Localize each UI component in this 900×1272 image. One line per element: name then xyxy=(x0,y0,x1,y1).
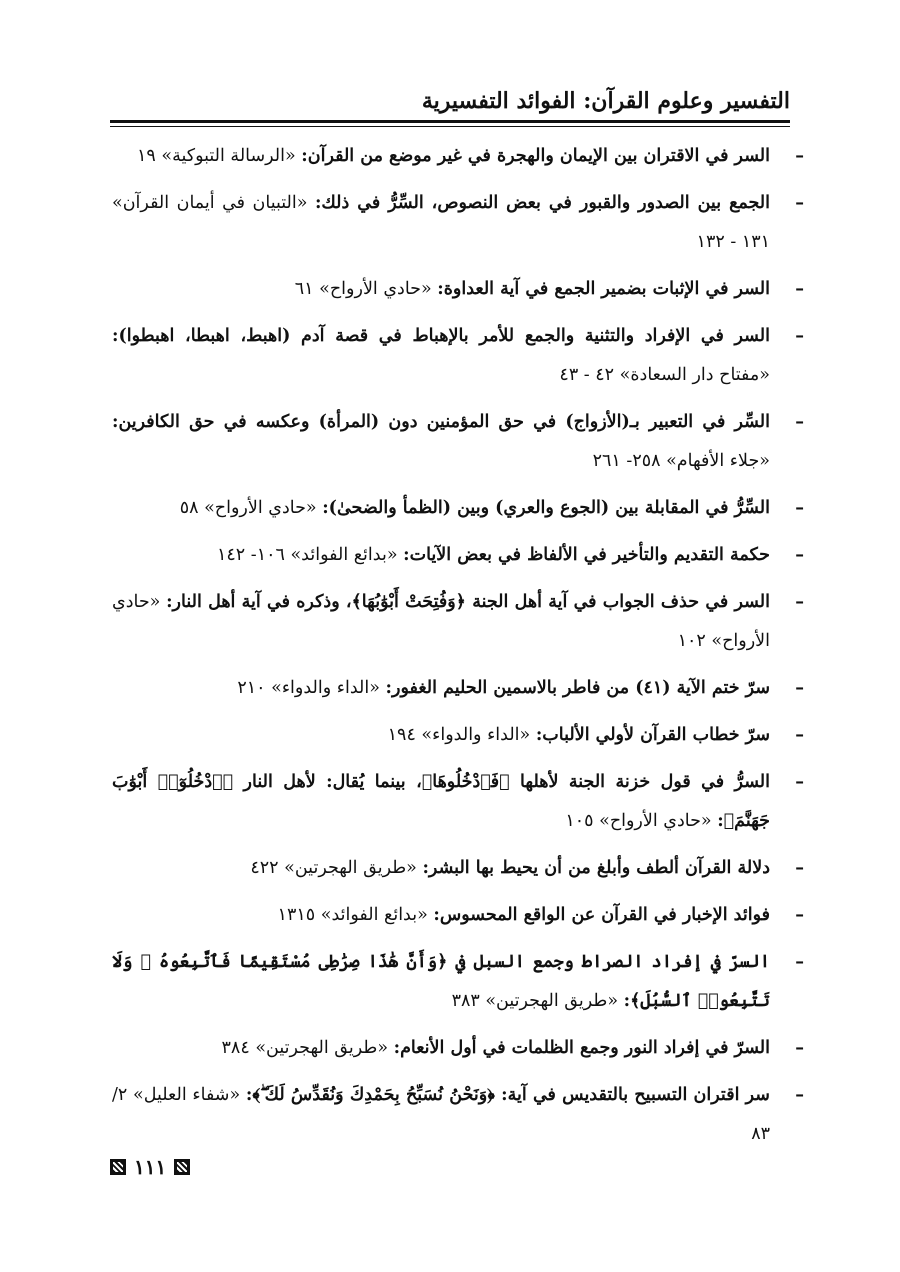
list-dash: – xyxy=(795,905,804,925)
index-item xyxy=(112,184,808,262)
index-item xyxy=(112,270,808,309)
page-reference: ٥٨ xyxy=(179,498,199,518)
page-reference: ٦١ xyxy=(294,279,314,299)
source-title: «حادي الأرواح» xyxy=(319,279,432,299)
index-item xyxy=(112,137,808,176)
source-title: «حادي الأرواح» xyxy=(112,592,770,651)
page-reference: ١٣١ - ١٣٢ xyxy=(696,232,770,252)
source-title: «جلاء الأفهام» xyxy=(666,451,770,471)
header-rule-thin xyxy=(110,126,790,127)
page-reference: ١٣١٥ xyxy=(277,905,316,925)
list-dash: – xyxy=(795,193,804,213)
source-title: «بدائع الفوائد» xyxy=(320,905,428,925)
page-reference: ٣٨٣ xyxy=(451,991,480,1011)
list-dash: – xyxy=(795,326,804,346)
page-reference: ٢٥٨- ٢٦١ xyxy=(592,451,661,471)
running-header xyxy=(110,82,790,124)
index-item xyxy=(112,716,808,755)
list-dash: – xyxy=(795,412,804,432)
source-title: «حادي الأرواح» xyxy=(599,811,712,831)
list-dash: – xyxy=(795,146,804,166)
source-title: «مفتاح دار السعادة» xyxy=(619,365,770,385)
index-item xyxy=(112,583,808,661)
source-title: «حادي الأرواح» xyxy=(204,498,317,518)
ornament-icon-right xyxy=(174,1159,190,1175)
index-item xyxy=(112,403,808,481)
index-item xyxy=(112,536,808,575)
list-dash: – xyxy=(795,498,804,518)
source-title: «شفاء العليل» xyxy=(133,1085,241,1105)
source-title: «طريق الهجرتين» xyxy=(284,858,417,878)
index-item xyxy=(112,317,808,395)
page-reference: ٣٨٤ xyxy=(221,1038,250,1058)
header-rule-thick xyxy=(110,120,790,123)
topic-text: السرّ في إفراد الصراط وجمع السبل في ﴿وَأَنَّ هَٰذَا صِرَٰطِى مُسْتَقِيمًا فَٱتَّبِعُوهُ ۖ وَلَا تَتَّبِعُوا۟ ٱلسُّبُلَ﴾: xyxy=(112,952,770,1011)
topic-text: السر في حذف الجواب في آية أهل الجنة ﴿وَفُتِحَتْ أَبْوَٰبُهَا﴾، وذكره في آية أهل النار: xyxy=(166,592,770,612)
topic-text: السِّرُّ في المقابلة بين (الجوع والعري) وبين (الظمأ والضحىٰ): xyxy=(322,498,770,518)
list-dash: – xyxy=(795,858,804,878)
page-reference: ١٠٢ xyxy=(677,631,706,651)
page-reference: ٤٢ - ٤٣ xyxy=(559,365,615,385)
header-title: التفسير وعلوم القرآن: الفوائد التفسيرية xyxy=(421,88,790,114)
topic-text: فوائد الإخبار في القرآن عن الواقع المحسوس: xyxy=(433,905,770,925)
list-dash: – xyxy=(795,545,804,565)
topic-text: السرّ في إفراد النور وجمع الظلمات في أول الأنعام: xyxy=(393,1038,770,1058)
source-title: «طريق الهجرتين» xyxy=(485,991,619,1011)
topic-text: السرُّ في قول خزنة الجنة لأهلها ﴿فَٱدْخُلُوهَا﴾، بينما يُقال: لأهل النار ﴿ٱدْخُلُوٓا۟ أَبْوَٰبَ جَهَنَّمَ﴾: xyxy=(112,772,770,831)
topic-text: الجمع بين الصدور والقبور في بعض النصوص، السِّرُّ في ذلك: xyxy=(314,193,770,213)
index-item xyxy=(112,489,808,528)
topic-text: سرّ ختم الآية (٤١) من فاطر بالاسمين الحليم الغفور: xyxy=(385,678,770,698)
topic-text: السر في الإثبات بضمير الجمع في آية العداوة: xyxy=(437,279,770,299)
source-title: «التبيان في أيمان القرآن» xyxy=(112,193,308,213)
ornament-icon-left xyxy=(110,1159,126,1175)
list-dash: – xyxy=(795,678,804,698)
page-reference: ١٠٥ xyxy=(565,811,594,831)
source-title: «الرسالة التبوكية» xyxy=(161,146,296,166)
topic-text: السر في الإفراد والتثنية والجمع للأمر بالإهباط في قصة آدم (اهبط، اهبطا، اهبطوا): xyxy=(112,326,770,346)
page-reference: ٢/ ٨٣ xyxy=(112,1085,770,1144)
page-footer xyxy=(110,1152,190,1182)
topic-text: السِّر في التعبير بـ(الأزواج) في حق المؤمنين دون (المرأة) وعكسه في حق الكافرين: xyxy=(112,412,770,432)
page-reference: ١٠٦- ١٤٢ xyxy=(217,545,285,565)
source-title: «الداء والدواء» xyxy=(271,678,380,698)
list-dash: – xyxy=(795,725,804,745)
topic-text: حكمة التقديم والتأخير في الألفاظ في بعض الآيات: xyxy=(403,545,770,565)
topic-text: السر في الاقتران بين الإيمان والهجرة في غير موضع من القرآن: xyxy=(301,146,770,166)
index-item xyxy=(112,943,808,1021)
page-reference: ٤٢٢ xyxy=(250,858,279,878)
source-title: «طريق الهجرتين» xyxy=(255,1038,389,1058)
topic-text: دلالة القرآن ألطف وأبلغ من أن يحيط بها البشر: xyxy=(422,858,770,878)
page-number: ١١١ xyxy=(134,1155,167,1179)
list-dash: – xyxy=(795,772,804,792)
index-item xyxy=(112,896,808,935)
index-item xyxy=(112,669,808,708)
index-item xyxy=(112,1029,808,1068)
list-dash: – xyxy=(795,1085,804,1105)
page-reference: ٢١٠ xyxy=(237,678,266,698)
list-dash: – xyxy=(795,279,804,299)
list-dash: – xyxy=(795,592,804,612)
source-title: «بدائع الفوائد» xyxy=(290,545,398,565)
list-dash: – xyxy=(795,1038,804,1058)
list-dash: – xyxy=(795,952,804,972)
index-list xyxy=(112,137,808,1162)
page-reference: ١٩٤ xyxy=(387,725,416,745)
index-item xyxy=(112,1076,808,1154)
index-item xyxy=(112,849,808,888)
page-reference: ١٩ xyxy=(136,146,156,166)
index-item xyxy=(112,763,808,841)
topic-text: سرّ خطاب القرآن لأولي الألباب: xyxy=(535,725,770,745)
topic-text: سر اقتران التسبيح بالتقديس في آية: ﴿وَنَحْنُ نُسَبِّحُ بِحَمْدِكَ وَنُقَدِّسُ لَكَ ۖ﴾: xyxy=(245,1085,770,1105)
source-title: «الداء والدواء» xyxy=(421,725,531,745)
